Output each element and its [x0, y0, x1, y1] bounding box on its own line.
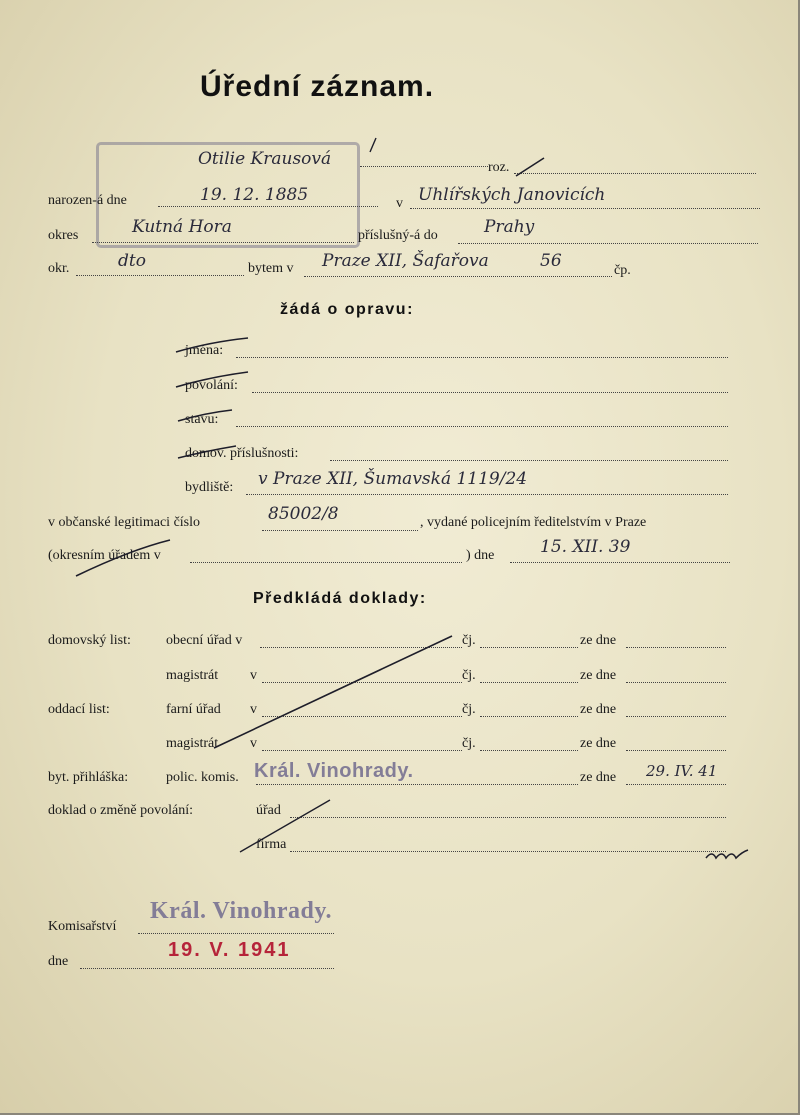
domicile-label: domov. příslušnosti:	[185, 446, 299, 461]
cj-label-3: čj.	[462, 702, 476, 717]
residence-change-label: bydliště:	[185, 480, 234, 495]
legitimation-number: 85002/8	[268, 504, 339, 524]
footer-date-label: dne	[48, 954, 69, 969]
documents-cancel-line	[214, 636, 452, 748]
documents-heading: Předkládá doklady:	[253, 590, 427, 607]
ze-dne-label-1: ze dne	[580, 633, 617, 648]
office-line	[290, 817, 726, 818]
legitimation-issuer: , vydané policejním ředitelstvím v Praze	[420, 515, 647, 530]
ze-dne-line-3	[626, 716, 726, 717]
footer-date-line	[80, 968, 334, 969]
status-label: stavu:	[185, 412, 219, 427]
belonging-line	[458, 243, 758, 244]
v-label-2: v	[250, 668, 257, 683]
name-tick	[370, 138, 376, 152]
registration-date: 29. IV. 41	[646, 762, 718, 780]
birth-date: 19. 12. 1885	[200, 185, 309, 205]
ze-dne-label-4: ze dne	[580, 736, 617, 751]
name-line	[360, 166, 488, 167]
ze-dne-line-2	[626, 682, 726, 683]
ze-dne-label-3: ze dne	[580, 702, 617, 717]
ze-dne-line-1	[626, 647, 726, 648]
registration-line	[256, 784, 578, 785]
residence-change-value: v Praze XII, Šumavská 1119/24	[258, 469, 528, 489]
marriage-label: oddací list:	[48, 702, 110, 717]
house-number: 56	[540, 251, 562, 271]
cj-line-3	[480, 716, 578, 717]
district-label: okres	[48, 228, 79, 243]
birth-line	[158, 206, 378, 207]
name-value: Otilie Krausová	[198, 149, 332, 169]
commissariat-line	[138, 933, 334, 934]
residence-line	[304, 276, 612, 277]
cj-label-2: čj.	[462, 668, 476, 683]
ze-dne-label-2: ze dne	[580, 668, 617, 683]
registration-label: byt. přihláška:	[48, 770, 129, 785]
date-stamp: 19. V. 1941	[168, 939, 291, 961]
cp-label: čp.	[614, 263, 631, 278]
legitimation-date-label: ) dne	[466, 548, 495, 563]
v-label-4: v	[250, 736, 257, 751]
birth-place-line	[410, 208, 760, 209]
okr-label: okr.	[48, 261, 70, 276]
legitimation-line	[262, 530, 418, 531]
names-line	[236, 357, 728, 358]
cj-label-1: čj.	[462, 633, 476, 648]
district-line	[92, 242, 354, 243]
magistrate-label-2: magistrát	[166, 736, 219, 751]
cj-line-2	[480, 682, 578, 683]
ze-dne-line-4	[626, 750, 726, 751]
ze-dne-line-5	[626, 784, 726, 785]
place-prefix: v	[396, 196, 403, 211]
commissariat-stamp: Král. Vinohrady.	[150, 898, 333, 924]
cj-line-4	[480, 750, 578, 751]
legitimation-date-line	[510, 562, 730, 563]
domicile-line	[330, 460, 728, 461]
status-line	[236, 426, 728, 427]
occupation-label: povolání:	[185, 378, 238, 393]
legitimation-date: 15. XII. 39	[540, 537, 631, 557]
magistrate-label-1: magistrát	[166, 668, 219, 683]
magistrate-line-2	[262, 750, 462, 751]
home-list-label: domovský list:	[48, 633, 131, 648]
registration-stamp: Král. Vinohrady.	[254, 760, 414, 782]
municipal-office-label: obecní úřad v	[166, 633, 243, 648]
page-title: Úřední záznam.	[200, 70, 435, 103]
v-label-3: v	[250, 702, 257, 717]
okr-value: dto	[118, 251, 146, 271]
firm-label: firma	[256, 837, 287, 852]
belonging-label: příslušný-á do	[358, 228, 438, 243]
belonging-value: Prahy	[484, 217, 535, 237]
residence-change-line	[246, 494, 728, 495]
firm-line	[290, 851, 726, 852]
cj-line-1	[480, 647, 578, 648]
request-heading: žádá o opravu:	[280, 301, 414, 318]
residence-label: bytem v	[248, 261, 294, 276]
district-office-label: (okresním úřadem v	[48, 548, 161, 563]
district-office-line	[190, 562, 462, 563]
commissariat-label: Komisařství	[48, 919, 117, 934]
birth-label: narozen-á dne	[48, 193, 127, 208]
parish-office-label: farní úřad	[166, 702, 221, 717]
birth-place: Uhlířských Janovicích	[418, 185, 606, 205]
occupation-line	[252, 392, 728, 393]
district-value: Kutná Hora	[132, 217, 232, 237]
occupation-change-label: doklad o změně povolání:	[48, 803, 194, 818]
residence-value: Praze XII, Šafařova	[322, 251, 489, 271]
parish-office-line	[262, 716, 462, 717]
born-line	[514, 173, 756, 174]
okr-line	[76, 275, 244, 276]
legitimation-text: v občanské legitimaci číslo	[48, 515, 201, 530]
office-label: úřad	[256, 803, 281, 818]
ze-dne-label-5: ze dne	[580, 770, 617, 785]
magistrate-line-1	[262, 682, 462, 683]
municipal-office-line	[260, 647, 462, 648]
police-commissariat-label: polic. komis.	[166, 770, 239, 785]
born-label: roz.	[488, 160, 510, 175]
names-label: jména:	[185, 343, 224, 358]
cj-label-4: čj.	[462, 736, 476, 751]
